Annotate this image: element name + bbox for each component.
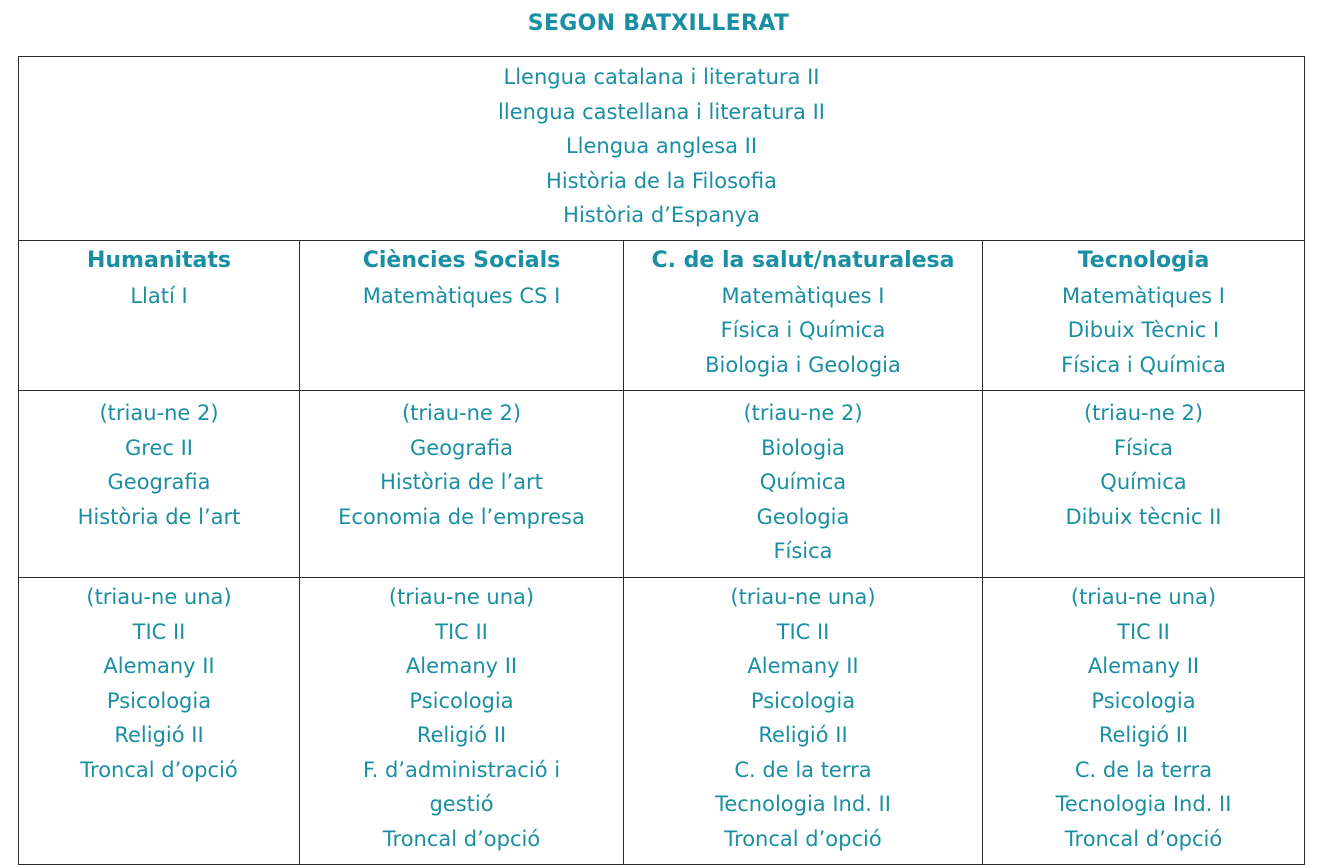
- elective-option: Geologia: [756, 504, 850, 529]
- common-subject: Llengua catalana i literatura II: [503, 65, 820, 89]
- choice-instruction: (triau-ne una): [86, 585, 232, 609]
- common-subject: Història de la Filosofia: [546, 168, 777, 193]
- elective-option: TIC II: [776, 619, 830, 644]
- core-subject: Física i Química: [720, 318, 886, 342]
- elective-option: Alemany II: [103, 654, 215, 678]
- core-subject: Matemàtiques I: [1062, 283, 1225, 308]
- column-heading: Tecnologia: [1077, 248, 1210, 273]
- elective-option: Geografia: [107, 470, 211, 494]
- choose-two-cell-humanitats: [19, 391, 300, 578]
- choose-two-cell-salut-naturalesa: [624, 391, 983, 578]
- core-subject: Dibuix Tècnic I: [1067, 318, 1220, 342]
- elective-option: Religió II: [416, 723, 507, 747]
- core-subject: Llatí I: [130, 283, 188, 308]
- choose-two-row: [19, 391, 1305, 578]
- core-cell-humanitats: [19, 241, 300, 391]
- column-heading: Humanitats: [86, 248, 232, 273]
- elective-option: Dibuix tècnic II: [1065, 504, 1222, 529]
- elective-option: TIC II: [132, 619, 186, 644]
- elective-option: Religió II: [1098, 723, 1189, 747]
- page-title: SEGON BATXILLERAT: [527, 11, 790, 36]
- elective-option: Tecnologia Ind. II: [715, 792, 891, 816]
- elective-option: TIC II: [435, 619, 488, 644]
- elective-option: gestió: [429, 792, 494, 816]
- elective-option: Física: [1113, 435, 1174, 460]
- choice-instruction: (triau-ne una): [1070, 585, 1217, 609]
- common-subject: Llengua anglesa II: [565, 134, 758, 158]
- core-subject: Física i Química: [1061, 352, 1226, 377]
- core-cell-salut-naturalesa: [624, 241, 983, 391]
- elective-option: Alemany II: [1087, 654, 1200, 678]
- choice-instruction: (triau-ne 2): [743, 401, 863, 425]
- choose-one-cell-salut-naturalesa: [624, 578, 983, 865]
- core-cell-tecnologia: [983, 241, 1305, 391]
- common-subjects-row: [19, 57, 1305, 241]
- elective-option: Religió II: [758, 723, 848, 747]
- elective-option: C. de la terra: [1074, 757, 1213, 782]
- column-heading: C. de la salut/naturalesa: [651, 248, 955, 273]
- elective-option: Psicologia: [106, 688, 212, 713]
- choose-one-row: [19, 578, 1305, 865]
- choice-instruction: (triau-ne una): [388, 585, 535, 609]
- elective-option: Religió II: [114, 723, 204, 747]
- elective-option: Psicologia: [409, 688, 514, 713]
- elective-option: Història de l’art: [77, 504, 241, 529]
- elective-option: F. d’administració i: [362, 757, 561, 782]
- elective-option: Física: [773, 539, 833, 563]
- common-subject: llengua castellana i literatura II: [498, 99, 825, 124]
- elective-option: Geografia: [410, 435, 513, 460]
- elective-option: Química: [759, 470, 847, 494]
- elective-option: Alemany II: [405, 654, 518, 678]
- common-subjects-cell: [19, 57, 1305, 241]
- choice-instruction: (triau-ne 2): [1083, 401, 1204, 425]
- choice-instruction: (triau-ne 2): [401, 401, 522, 425]
- curriculum-table: [18, 56, 1305, 865]
- elective-option: Història de l’art: [380, 470, 543, 494]
- elective-option: Biologia: [761, 435, 845, 460]
- elective-option: Psicologia: [750, 688, 856, 713]
- choose-two-cell-ciencies-socials: [300, 391, 624, 578]
- elective-option: C. de la terra: [734, 757, 872, 782]
- elective-option: Psicologia: [1091, 688, 1196, 713]
- choose-one-cell-humanitats: [19, 578, 300, 865]
- core-subject: Matemàtiques CS I: [362, 283, 561, 308]
- choice-instruction: (triau-ne una): [730, 585, 876, 609]
- choose-two-cell-tecnologia: [983, 391, 1305, 578]
- elective-option: Economia de l’empresa: [338, 504, 585, 529]
- choose-one-cell-ciencies-socials: [300, 578, 624, 865]
- elective-option: Tecnologia Ind. II: [1055, 792, 1232, 816]
- elective-option: Troncal d’opció: [382, 826, 541, 851]
- elective-option: Química: [1100, 470, 1187, 494]
- choose-one-cell-tecnologia: [983, 578, 1305, 865]
- core-cell-ciencies-socials: [300, 241, 624, 391]
- core-subject: Biologia i Geologia: [705, 352, 901, 377]
- column-heading: Ciències Socials: [362, 248, 561, 273]
- core-subject: Matemàtiques I: [721, 283, 885, 308]
- common-subject: Història d’Espanya: [563, 203, 760, 227]
- elective-option: Alemany II: [747, 654, 859, 678]
- choice-instruction: (triau-ne 2): [99, 401, 219, 425]
- elective-option: Troncal d’opció: [80, 757, 238, 782]
- elective-option: Grec II: [125, 435, 193, 460]
- elective-option: TIC II: [1117, 619, 1170, 644]
- core-subjects-row: [19, 241, 1305, 391]
- elective-option: Troncal d’opció: [724, 826, 882, 851]
- elective-option: Troncal d’opció: [1064, 826, 1223, 851]
